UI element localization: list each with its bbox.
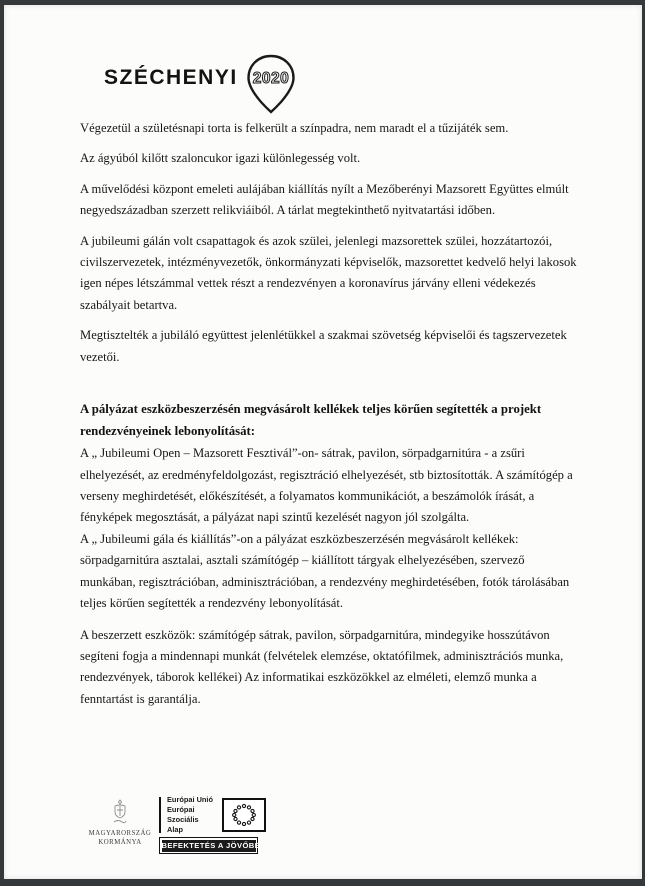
paragraph: A művelődési központ emeleti aulájában kiállítás nyílt a Mezőberényi Mazsorett Együttes elmúlt negyedszázadban szerzett relikviáiból. A tárlat megtekinthető nyitvatartási időben.: [80, 181, 569, 218]
eu-block: [159, 797, 266, 854]
logo-year: 2020: [252, 70, 289, 87]
paragraph: Az ágyúból kilőtt szaloncukor igazi különlegesség volt.: [80, 151, 361, 166]
paragraph: A beszerzett eszközök: számítógép sátrak, pavilon, sörpadgarnitúra, mindegyike hosszútávon segíteni fogja a mindennapi munkát (felvételek elemzése, oktatófilmek, adminisztrációs munka, rendezvények, táborok kellékei) Az informatikai eszközökkel az elméleti, elemző munka a fenntartást is garantálja.: [80, 627, 564, 706]
document-page: [4, 5, 642, 879]
eu-flag-icon: [222, 798, 266, 832]
eu-line2: Európai Szociális: [167, 805, 199, 824]
document-body: [80, 118, 580, 719]
investment-banner: [159, 837, 261, 854]
government-logo: [88, 797, 152, 847]
szechenyi-2020-logo: [104, 53, 299, 115]
paragraph: A jubileumi gálán volt csapattagok és azok szülei, jelenlegi mazsorettek szülei, hozzátartozói, civilszervezetek, intézményvezetők, önkormányzati képviselők, mazsorettet kedvelő helyi lakosok igen népes létszámmal vettek részt a rendezvényen a koronavírus járvány elleni védekezés szabályait betartva.: [80, 233, 577, 312]
location-pin-icon: [243, 53, 299, 115]
paragraph: A „ Jubileumi gála és kiállítás”-on a pályázat eszközbeszerzésén megvásárolt kellékek: sörpadgarnitúra asztalai, asztali számítógép – kiállított tárgyak elhelyezésében, szervező munkában, regisztrációban, adminisztrációban, a rendezvény meghirdetésében, fotók tárolásában teljes körűen segítették a rendezvény lebonyolítását.: [80, 531, 570, 611]
footer-logos: [88, 797, 266, 854]
investment-banner-text: BEFEKTETÉS A JÖVŐBE: [161, 840, 261, 850]
government-name-line1: MAGYARORSZÁG: [88, 830, 152, 837]
eu-line1: Európai Unió: [167, 795, 213, 804]
section-heading: A pályázat eszközbeszerzésén megvásárolt kellékek teljes körűen segítették a projekt rendezvényeinek lebonyolítását:: [80, 402, 542, 438]
paragraph: Megtisztelték a jubiláló együttest jelenlétükkel a szakmai szövetség képviselői és tagszervezetek vezetői.: [80, 328, 567, 364]
eu-logo: [159, 797, 266, 833]
government-name-line2: KORMÁNYA: [98, 839, 142, 846]
eu-line3: Alap: [167, 825, 184, 834]
paragraph: Végezetül a születésnapi torta is felkerült a színpadra, nem maradt el a tűzijáték sem.: [80, 121, 509, 135]
hungary-coat-of-arms-icon: [108, 799, 132, 827]
eu-logo-text: [167, 795, 215, 835]
logo-title: SZÉCHENYI: [104, 66, 238, 89]
paragraph: A „ Jubileumi Open – Mazsorett Fesztivál”-on- sátrak, pavilon, sörpadgarnitúra - a zsűri elhelyezését, az eredményfeldolgozást, regisztráció elhelyezését, stb biztosították. A számítógép a verseny meghirdetését, előkészítését, a folyamatos kommunikációt, a beszámolók írását, a fényképek megosztását, a pályázat napi szintű kezelését nagyon jól szolgálta.: [80, 446, 573, 525]
